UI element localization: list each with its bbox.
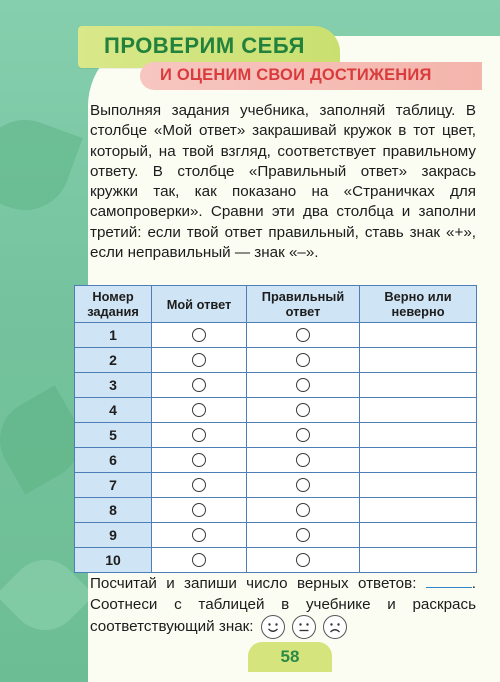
correct-answer-cell xyxy=(247,323,360,348)
task-number: 8 xyxy=(75,498,152,523)
my-answer-cell xyxy=(152,548,247,573)
correct-answer-circle[interactable] xyxy=(296,478,310,492)
correct-answer-cell xyxy=(247,398,360,423)
compare-instruction: . Соотнеси с таблицей в учебнике и раскрась соответствующий знак: xyxy=(90,575,476,636)
correct-answer-circle[interactable] xyxy=(296,528,310,542)
task-number: 2 xyxy=(75,348,152,373)
my-answer-circle[interactable] xyxy=(192,528,206,542)
my-answer-circle[interactable] xyxy=(192,403,206,417)
correct-answer-cell xyxy=(247,548,360,573)
task-number: 4 xyxy=(75,398,152,423)
right-or-wrong-cell[interactable] xyxy=(360,348,477,373)
header-task-number: Номер задания xyxy=(75,286,152,323)
task-number: 9 xyxy=(75,523,152,548)
correct-answer-cell xyxy=(247,498,360,523)
my-answer-circle[interactable] xyxy=(192,503,206,517)
my-answer-circle[interactable] xyxy=(192,453,206,467)
correct-answer-circle[interactable] xyxy=(296,553,310,567)
table-row xyxy=(75,398,477,423)
header-correct-answer: Правильный ответ xyxy=(247,286,360,323)
correct-answer-cell xyxy=(247,448,360,473)
my-answer-circle[interactable] xyxy=(192,553,206,567)
happy-face-icon[interactable] xyxy=(261,615,285,639)
my-answer-circle[interactable] xyxy=(192,328,206,342)
page-number: 58 xyxy=(280,647,300,666)
my-answer-cell xyxy=(152,373,247,398)
my-answer-cell xyxy=(152,423,247,448)
right-or-wrong-cell[interactable] xyxy=(360,448,477,473)
correct-answer-circle[interactable] xyxy=(296,378,310,392)
sad-face-icon[interactable] xyxy=(323,615,347,639)
bottom-text xyxy=(90,574,476,639)
my-answer-circle[interactable] xyxy=(192,428,206,442)
my-answer-circle[interactable] xyxy=(192,378,206,392)
my-answer-cell xyxy=(152,498,247,523)
correct-answer-cell xyxy=(247,473,360,498)
task-number: 7 xyxy=(75,473,152,498)
correct-answer-cell xyxy=(247,348,360,373)
my-answer-cell xyxy=(152,323,247,348)
table-row xyxy=(75,523,477,548)
right-or-wrong-cell[interactable] xyxy=(360,473,477,498)
table-header-row xyxy=(75,286,477,323)
correct-answer-cell xyxy=(247,423,360,448)
my-answer-circle[interactable] xyxy=(192,478,206,492)
right-or-wrong-cell[interactable] xyxy=(360,398,477,423)
table-row xyxy=(75,448,477,473)
task-number: 10 xyxy=(75,548,152,573)
correct-answer-circle[interactable] xyxy=(296,403,310,417)
correct-answer-circle[interactable] xyxy=(296,353,310,367)
table-row xyxy=(75,373,477,398)
correct-answer-cell xyxy=(247,523,360,548)
correct-answer-circle[interactable] xyxy=(296,428,310,442)
instructions-text: Выполняя задания учебника, заполняй таблицу. В столбце «Мой ответ» закрашивай кружок в тот цвет, который, на твой взгляд, соответствует правильному ответу. В столбце «Правильный ответ» закрась кружки так, как показано на «Страничках для самопроверки». Сравни эти два столбца и заполни третий: если твой ответ правильный, ставь знак «+», если неправильный — знак «–». xyxy=(90,102,476,262)
correct-answer-circle[interactable] xyxy=(296,328,310,342)
correct-answer-circle[interactable] xyxy=(296,503,310,517)
correct-count-field[interactable] xyxy=(426,575,472,588)
right-or-wrong-cell[interactable] xyxy=(360,323,477,348)
table-row xyxy=(75,473,477,498)
page-title: ПРОВЕРИМ СЕБЯ xyxy=(104,33,305,58)
table-row xyxy=(75,548,477,573)
count-instruction: Посчитай и запиши число верных ответов: xyxy=(90,575,417,592)
my-answer-cell xyxy=(152,398,247,423)
my-answer-cell xyxy=(152,473,247,498)
table-row xyxy=(75,323,477,348)
my-answer-cell xyxy=(152,448,247,473)
right-or-wrong-cell[interactable] xyxy=(360,498,477,523)
smiley-group xyxy=(258,618,347,635)
right-or-wrong-cell[interactable] xyxy=(360,373,477,398)
task-number: 1 xyxy=(75,323,152,348)
page-subtitle: И ОЦЕНИМ СВОИ ДОСТИЖЕНИЯ xyxy=(160,66,432,84)
my-answer-cell xyxy=(152,523,247,548)
task-number: 5 xyxy=(75,423,152,448)
task-number: 3 xyxy=(75,373,152,398)
self-check-table xyxy=(74,285,477,573)
table-row xyxy=(75,348,477,373)
my-answer-cell xyxy=(152,348,247,373)
correct-answer-cell xyxy=(247,373,360,398)
right-or-wrong-cell[interactable] xyxy=(360,523,477,548)
table-row xyxy=(75,423,477,448)
right-or-wrong-cell[interactable] xyxy=(360,548,477,573)
correct-answer-circle[interactable] xyxy=(296,453,310,467)
right-or-wrong-cell[interactable] xyxy=(360,423,477,448)
header-my-answer: Мой ответ xyxy=(152,286,247,323)
table-row xyxy=(75,498,477,523)
my-answer-circle[interactable] xyxy=(192,353,206,367)
task-number: 6 xyxy=(75,448,152,473)
neutral-face-icon[interactable] xyxy=(292,615,316,639)
header-right-or-wrong: Верно или неверно xyxy=(360,286,477,323)
